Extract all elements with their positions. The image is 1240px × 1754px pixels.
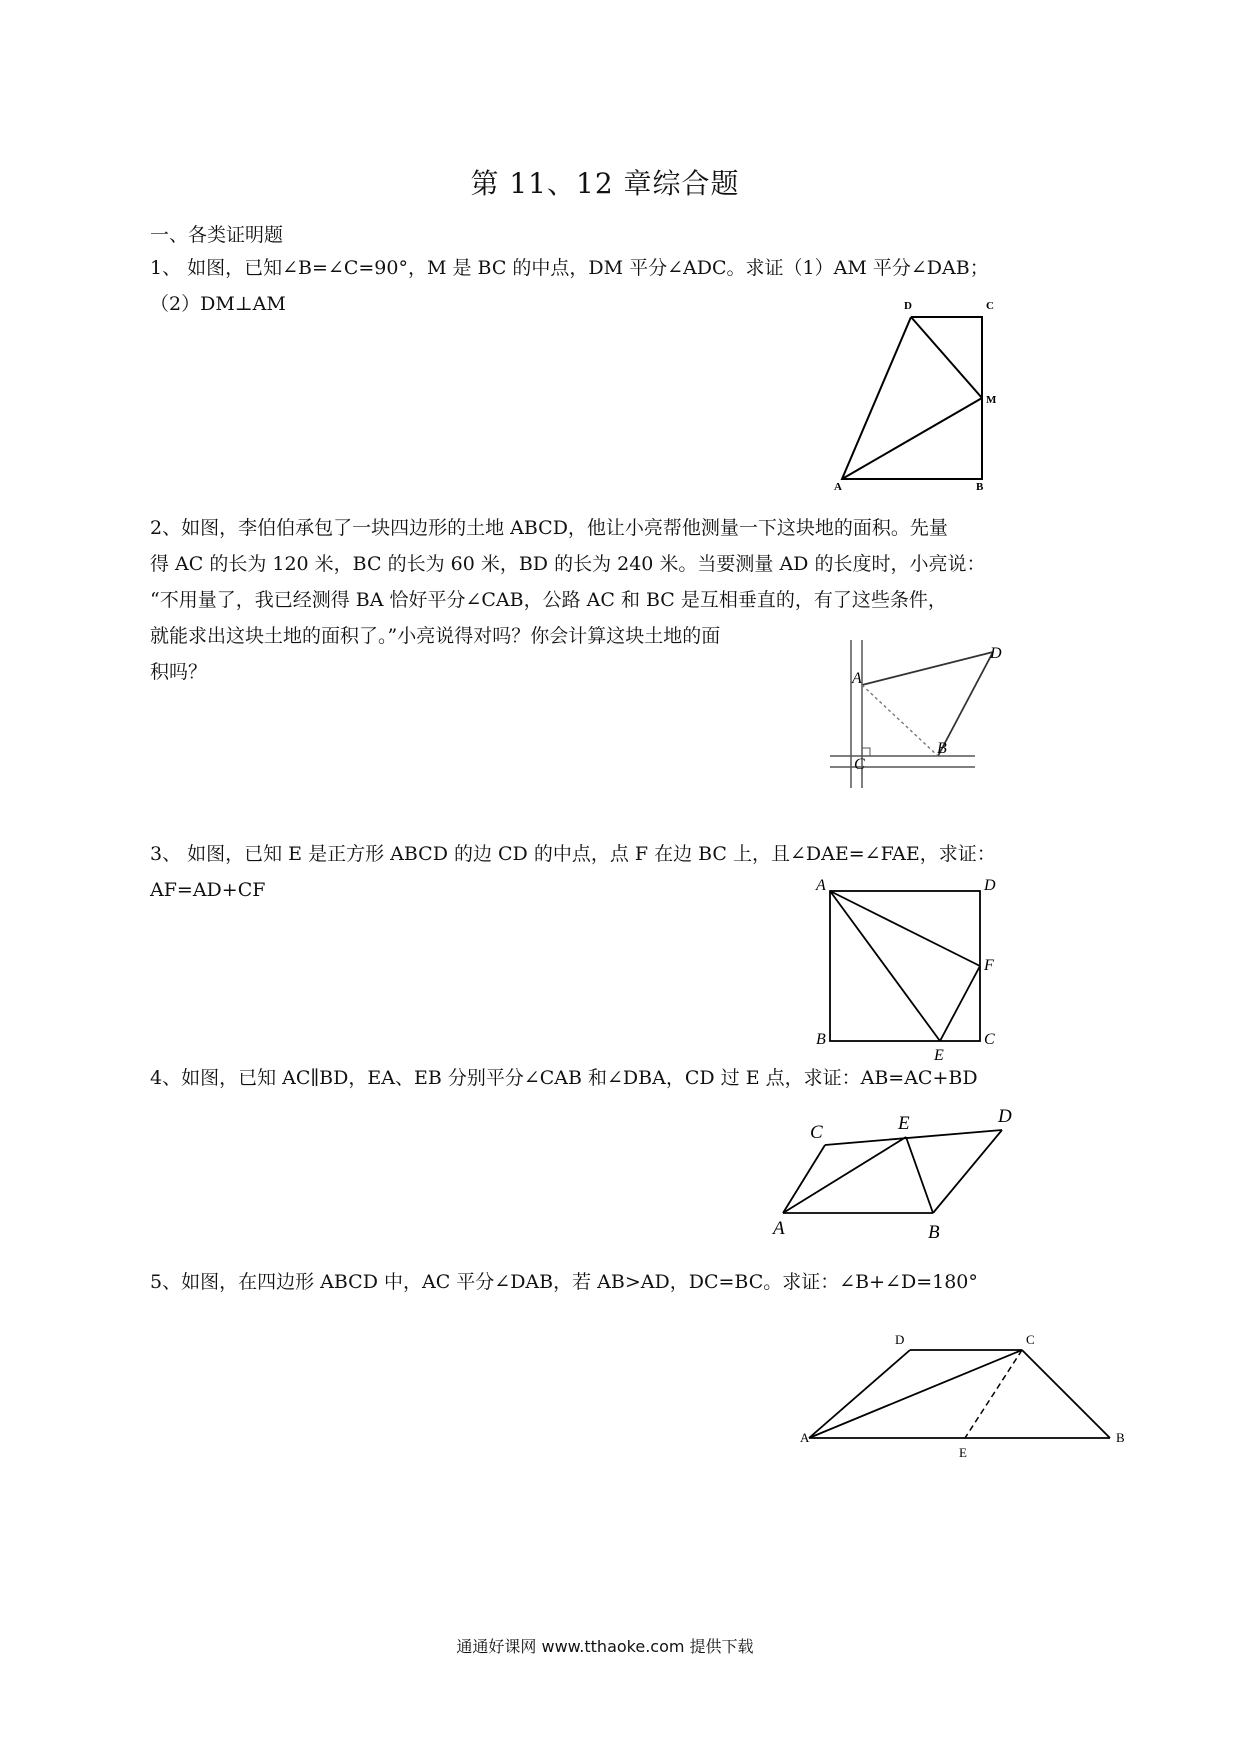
question-1-line-1: 1、 如图，已知∠B=∠C=90°，M 是 BC 的中点，DM 平分∠ADC。求证（1）AM 平分∠DAB； [150,257,989,279]
figure-4-label-c: C [810,1122,823,1143]
figure-5-label-d: D [895,1332,905,1347]
figure-2-label-a: A [852,670,862,687]
question-2-line-4: 就能求出这块土地的面积了。”小亮说得对吗？你会计算这块土地的面 [150,625,721,647]
figure-4 [770,1100,1040,1243]
figure-1-label-d: D [904,300,912,312]
figure-5-label-a: A [800,1430,810,1445]
question-1-line-2: （2）DM⊥AM [150,293,286,315]
question-2-line-2: 得 AC 的长为 120 米，BC 的长为 60 米，BD 的长为 240 米。当要测量 AD 的长度时，小亮说： [150,553,986,575]
figure-4-label-d: D [998,1106,1012,1127]
question-4-line-1: 4、如图，已知 AC∥BD，EA、EB 分别平分∠CAB 和∠DBA，CD 过 E 点，求证：AB=AC+BD [150,1067,978,1089]
footer-credit: 通通好课网 www.tthaoke.com 提供下载 [456,1637,754,1656]
figure-4-label-a: A [773,1218,785,1239]
question-2-line-3: “不用量了，我已经测得 BA 恰好平分∠CAB，公路 AC 和 BC 是互相垂直的，有了这些条件， [150,589,947,611]
figure-5-label-c: C [1026,1332,1035,1347]
figure-3-label-e: E [934,1047,944,1064]
question-3-line-2: AF=AD+CF [150,879,266,901]
section-heading: 一、各类证明题 [150,224,284,246]
figure-1-label-m: M [986,394,997,406]
figure-3-label-b: B [816,1031,826,1048]
figure-5-label-b: B [1116,1430,1125,1445]
figure-1-label-a: A [834,481,842,493]
question-4 [150,1060,1070,1096]
figure-3 [810,870,1010,1064]
figure-4-label-b: B [928,1222,940,1243]
figure-1-label-c: C [986,300,994,312]
figure-5 [800,1320,1140,1460]
question-2-line-5: 积吗？ [150,661,208,683]
figure-2-label-c: C [854,756,865,773]
figure-1 [820,290,1000,500]
figure-5-label-e: E [959,1445,967,1460]
figure-3-label-c: C [984,1031,995,1048]
figure-3-label-d: D [984,877,996,894]
question-5-line-1: 5、如图，在四边形 ABCD 中，AC 平分∠DAB，若 AB>AD，DC=BC。求证：∠B+∠D=180° [150,1271,978,1293]
figure-2 [830,640,1002,800]
question-3-line-1: 3、 如图，已知 E 是正方形 ABCD 的边 CD 的中点，点 F 在边 BC 上，且∠DAE=∠FAE，求证： [150,843,996,865]
figure-2-label-b: B [937,740,947,757]
page-title: 第 11、12 章综合题 [470,167,740,200]
figure-3-label-a: A [816,877,826,894]
question-2-line-1: 2、如图，李伯伯承包了一块四边形的土地 ABCD，他让小亮帮他测量一下这块地的面积。先量 [150,517,948,539]
question-5 [150,1264,1070,1300]
figure-2-label-d: D [990,645,1002,662]
figure-1-label-b: B [976,481,984,493]
figure-3-label-f: F [984,957,994,974]
figure-4-label-e: E [898,1113,910,1134]
